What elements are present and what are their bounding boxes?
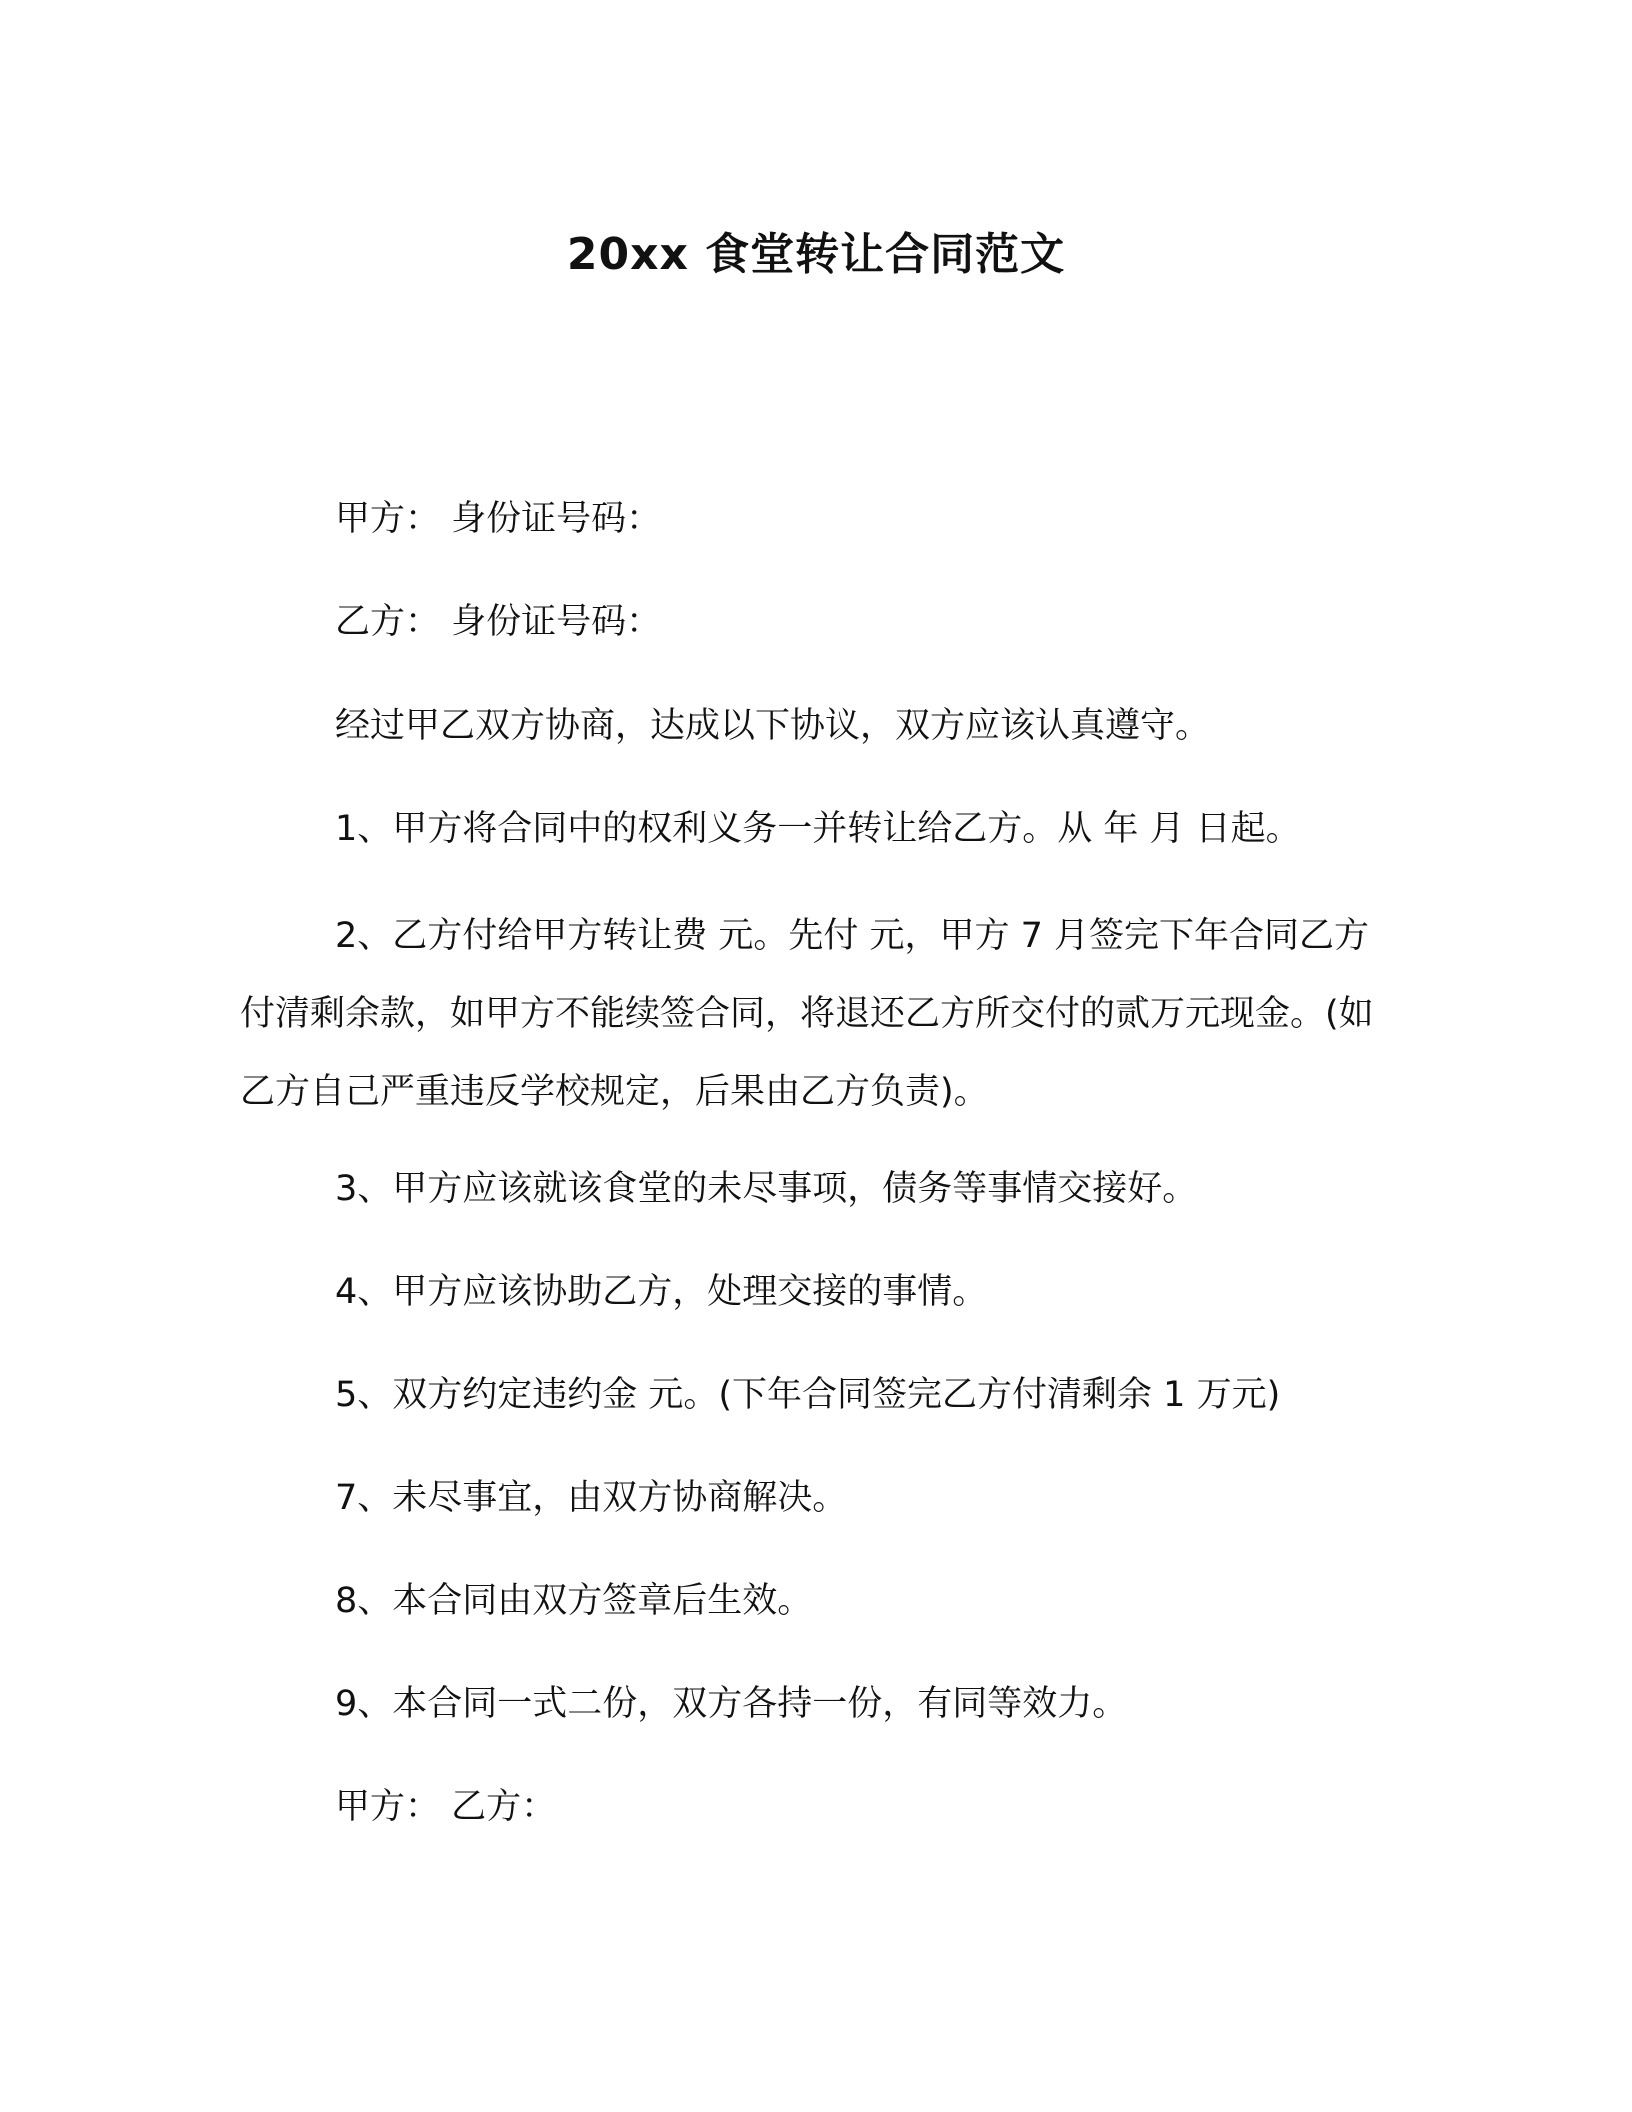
intro-paragraph: 经过甲乙双方协商，达成以下协议，双方应该认真遵守。 [335,706,1211,746]
clause-5: 5、双方约定违约金 元。(下年合同签完乙方付清剩余 1 万元) [335,1375,1281,1415]
document-title: 20xx 食堂转让合同范文 [566,229,1066,280]
party-a-line: 甲方： 身份证号码： [335,499,662,539]
party-b-line: 乙方： 身份证号码： [335,602,662,642]
clause-8: 8、本合同由双方签章后生效。 [335,1581,813,1621]
clause-4: 4、甲方应该协助乙方，处理交接的事情。 [335,1272,988,1312]
clause-9: 9、本合同一式二份，双方各持一份，有同等效力。 [335,1684,1128,1724]
signature-line: 甲方： 乙方： [335,1787,557,1827]
clause-3: 3、甲方应该就该食堂的未尽事项，债务等事情交接好。 [335,1169,1198,1209]
clause-2: 2、乙方付给甲方转让费 元。先付 元，甲方 7 月签完下年合同乙方付清剩余款，如甲方不能续签合同，将退还乙方所交付的贰万元现金。(如乙方自己严重违反学校规定，后果由乙方负责)。 [240,916,1374,1112]
clause-1: 1、甲方将合同中的权利义务一并转让给乙方。从 年 月 日起。 [335,809,1301,849]
clause-7: 7、未尽事宜，由双方协商解决。 [335,1478,848,1518]
